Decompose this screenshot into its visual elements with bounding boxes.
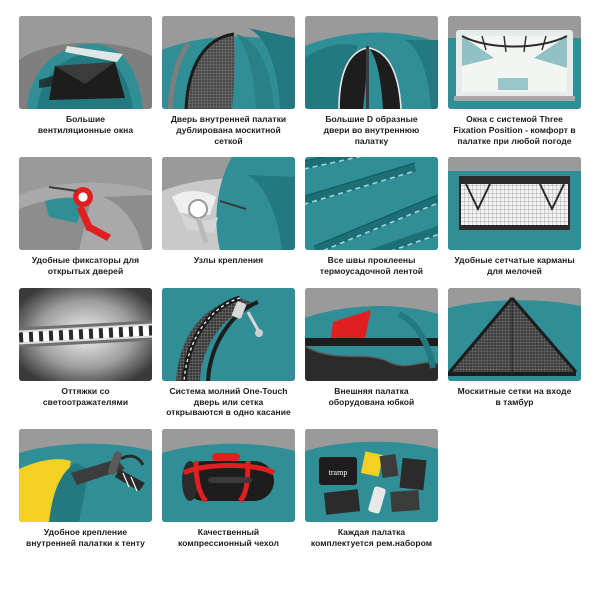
- feature-caption: Каждая палатка комплектуется рем.набором: [310, 527, 433, 549]
- feature-card-compression-bag[interactable]: [162, 429, 295, 556]
- feature-caption: Удобные сетчатые карманы для мелочей: [454, 255, 575, 277]
- inner-tent-clip-illustration: [19, 429, 152, 522]
- tent-window-three-fixation-illustration: [448, 16, 581, 109]
- feature-caption: Окна с системой Three Fixation Position - комфорт в палатке при любой погоде: [453, 114, 576, 146]
- feature-caption: Дверь внутренней палатки дублирована москитной сеткой: [170, 114, 287, 146]
- vestibule-mesh-illustration: [448, 288, 581, 381]
- feature-card-inner-tent-attachment[interactable]: [19, 429, 152, 556]
- features-grid: [14, 16, 586, 556]
- feature-caption: Удобное крепление внутренней палатки к тенту: [26, 527, 145, 549]
- feature-caption: Внешняя палатка оборудована юбкой: [328, 385, 415, 407]
- feature-card-fixing-knots[interactable]: [162, 157, 295, 284]
- feature-caption: Все швы проклеены термоусадочной лентой: [319, 255, 424, 277]
- feature-card-one-touch-zipper[interactable]: [162, 288, 295, 425]
- repair-kit-illustration: [305, 429, 438, 522]
- feature-caption: Москитные сетки на входе в тамбур: [457, 385, 572, 407]
- feature-caption: Большие вентиляционные окна: [37, 114, 134, 135]
- reflective-guyline-illustration: [19, 288, 152, 381]
- taped-seam-illustration: [305, 157, 438, 250]
- feature-caption: Система молний One-Touch дверь или сетка открываются в одно касание: [166, 385, 291, 418]
- feature-card-three-fixation-windows[interactable]: [448, 16, 581, 153]
- feature-card-inner-tent-door-mesh[interactable]: [162, 16, 295, 153]
- feature-caption: Большие D образные двери во внутреннюю палатку: [323, 114, 420, 146]
- feature-card-taped-seams[interactable]: [305, 157, 438, 284]
- attachment-knot-illustration: [162, 157, 295, 250]
- mesh-pocket-illustration: [448, 157, 581, 250]
- feature-card-reflective-guylines[interactable]: [19, 288, 152, 425]
- tent-skirt-illustration: [305, 288, 438, 381]
- feature-caption: Удобные фиксаторы для открытых дверей: [31, 255, 140, 277]
- feature-caption: Оттяжки со светоотражателями: [42, 385, 129, 407]
- feature-card-repair-kit[interactable]: [305, 429, 438, 556]
- one-touch-zipper-illustration: [162, 288, 295, 381]
- feature-card-door-holders[interactable]: [19, 157, 152, 284]
- feature-card-ventilation-windows[interactable]: [19, 16, 152, 153]
- feature-card-d-shaped-doors[interactable]: [305, 16, 438, 153]
- feature-card-outer-tent-skirt[interactable]: [305, 288, 438, 425]
- feature-caption: Качественный компрессионный чехол: [178, 527, 279, 549]
- feature-card-vestibule-mosquito-nets[interactable]: [448, 288, 581, 425]
- tent-mosquito-mesh-door-illustration: [162, 16, 295, 109]
- compression-bag-illustration: [162, 429, 295, 522]
- tent-ventilation-window-illustration: [19, 16, 152, 109]
- feature-card-mesh-pockets[interactable]: [448, 157, 581, 284]
- feature-caption: Узлы крепления: [193, 255, 264, 266]
- tent-d-door-illustration: [305, 16, 438, 109]
- door-toggle-fastener-illustration: [19, 157, 152, 250]
- svg-text:tramp: tramp: [328, 468, 348, 478]
